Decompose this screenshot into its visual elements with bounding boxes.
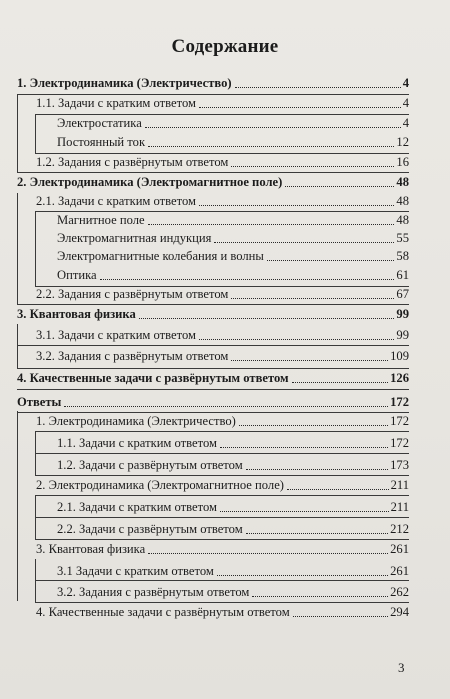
bracket-line [35,495,409,496]
toc-entry[interactable]: 1.1. Задачи с кратким ответом 4 [36,96,409,110]
bracket-line [35,453,409,454]
toc-entry[interactable]: 2.2. Задачи с развёрнутым ответом 212 [57,522,409,536]
toc-entry[interactable]: Электромагнитная индукция 55 [57,231,409,245]
toc-entry[interactable]: 1.2. Задачи с развёрнутым ответом 173 [57,458,409,472]
toc-entry[interactable]: 2. Электродинамика (Электромагнитное поле) 211 [36,478,409,492]
toc-entry[interactable]: Постоянный ток 12 [57,135,409,149]
toc-entry[interactable]: 2. Электродинамика (Электромагнитное поле) 48 [17,175,409,189]
toc-entry[interactable]: Электромагнитные колебания и волны 58 [57,249,409,263]
toc-entry[interactable]: 2.1. Задачи с кратким ответом 48 [36,194,409,208]
toc-entry[interactable]: Электростатика 4 [57,116,409,130]
toc-entry[interactable]: 3.1 Задачи с кратким ответом 261 [57,564,409,578]
toc-entry[interactable]: 1.2. Задания с развёрнутым ответом 16 [36,155,409,169]
page-title: Содержание [171,36,279,57]
toc-entry[interactable]: 3.2. Задания с развёрнутым ответом 262 [57,585,409,599]
bracket-line [35,580,409,581]
toc-entry[interactable]: 4. Качественные задачи с развёрнутым ответом 294 [36,605,409,619]
toc-entry[interactable]: 1.1. Задачи с кратким ответом 172 [57,436,409,450]
toc-entry[interactable]: Магнитное поле 48 [57,213,409,227]
toc-entry[interactable]: 2.2. Задания с развёрнутым ответом 67 [36,287,409,301]
toc-entry[interactable]: 1. Электродинамика (Электричество) 172 [36,414,409,428]
toc-entry[interactable]: Оптика 61 [57,268,409,282]
section-separator [17,389,409,390]
toc-entry[interactable]: 3. Квантовая физика 99 [17,307,409,321]
bracket-line [35,431,409,432]
toc-entry[interactable]: 3.1. Задачи с кратким ответом 99 [36,328,409,342]
toc-entry[interactable]: Ответы 172 [17,395,409,409]
toc-entry[interactable]: 4. Качественные задачи с развёрнутым ответом 126 [17,371,409,385]
page-number: 3 [398,660,405,675]
toc-entry[interactable]: 2.1. Задачи с кратким ответом 211 [57,500,409,514]
toc-entry[interactable]: 1. Электродинамика (Электричество) 4 [17,76,409,90]
toc-entry[interactable]: 3.2. Задания с развёрнутым ответом 109 [36,349,409,363]
toc-entry[interactable]: 3. Квантовая физика 261 [36,542,409,556]
bracket-line [35,517,409,518]
